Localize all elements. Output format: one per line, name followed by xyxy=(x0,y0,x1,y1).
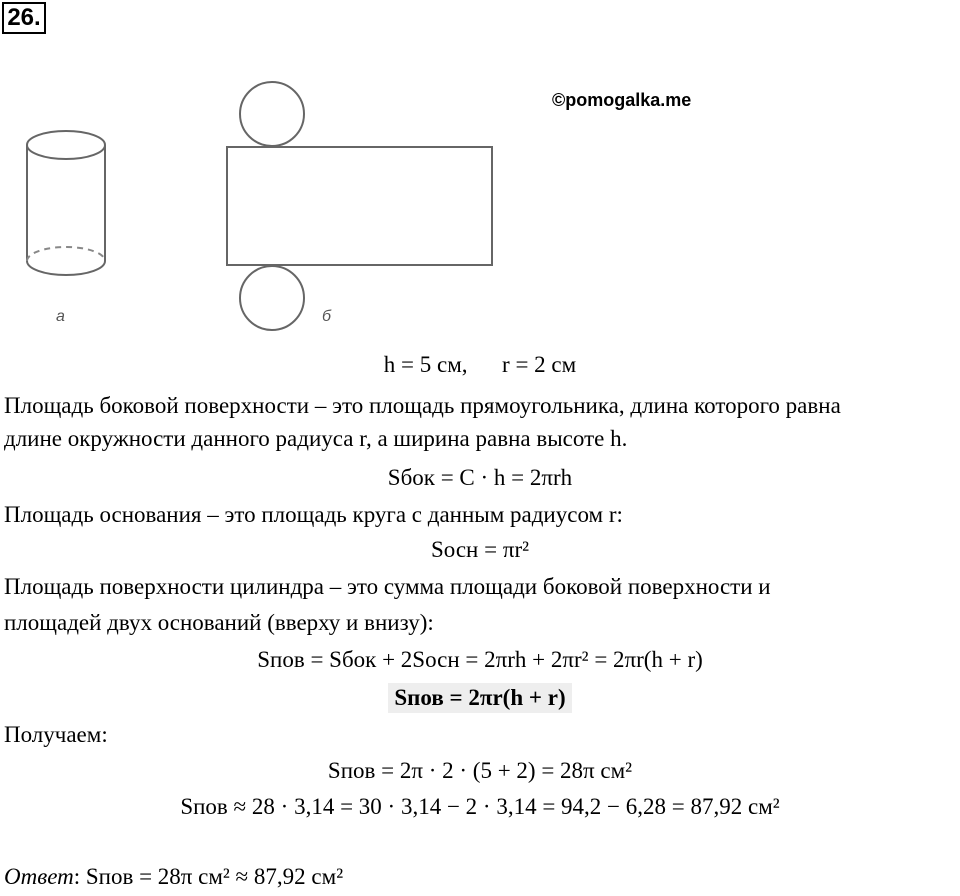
answer-line xyxy=(4,862,343,892)
watermark: ©pomogalka.me xyxy=(552,90,692,110)
calculation-line-2: Sпов ≈ 28 · 3,14 = 30 · 3,14 − 2 · 3,14 = 94,2 − 6,28 = 87,92 см² xyxy=(180,794,780,819)
cylinder-figure xyxy=(20,125,120,285)
surface-formula-bold: Sпов = 2πr(h + r) xyxy=(388,683,571,713)
figure-label-b: б xyxy=(322,308,331,325)
surface-text-line-2: площадей двух оснований (вверху и внизу): xyxy=(4,610,434,635)
problem-number: 26. xyxy=(2,2,46,34)
lateral-formula: Sбок = C · h = 2πrh xyxy=(387,465,573,490)
base-text: Площадь основания – это площадь круга с данным радиусом r: xyxy=(4,502,623,527)
calculation-line-1: Sпов = 2π · 2 · (5 + 2) = 28π см² xyxy=(327,758,633,783)
surface-text-line-1: Площадь поверхности цилиндра – это сумма площади боковой поверхности и xyxy=(4,574,771,599)
surface-formula: Sпов = Sбок + 2Sосн = 2πrh + 2πr² = 2πr(h + r) xyxy=(257,647,703,672)
cylinder-net-figure xyxy=(222,80,502,338)
answer-value: : Sпов = 28π см² ≈ 87,92 см² xyxy=(73,864,344,889)
lateral-text-line-2: длине окружности данного радиуса r, а ширина равна высоте h. xyxy=(4,426,628,451)
base-formula: Sосн = πr² xyxy=(430,537,530,562)
obtain-label: Получаем: xyxy=(4,722,108,747)
figure-label-a: а xyxy=(56,308,65,325)
surface-formula-bold-row xyxy=(0,683,960,713)
given-values: h = 5 см, r = 2 см xyxy=(383,352,577,377)
lateral-text-line-1: Площадь боковой поверхности – это площадь прямоугольника, длина которого равна xyxy=(4,393,841,418)
answer-label: Ответ xyxy=(4,864,74,889)
